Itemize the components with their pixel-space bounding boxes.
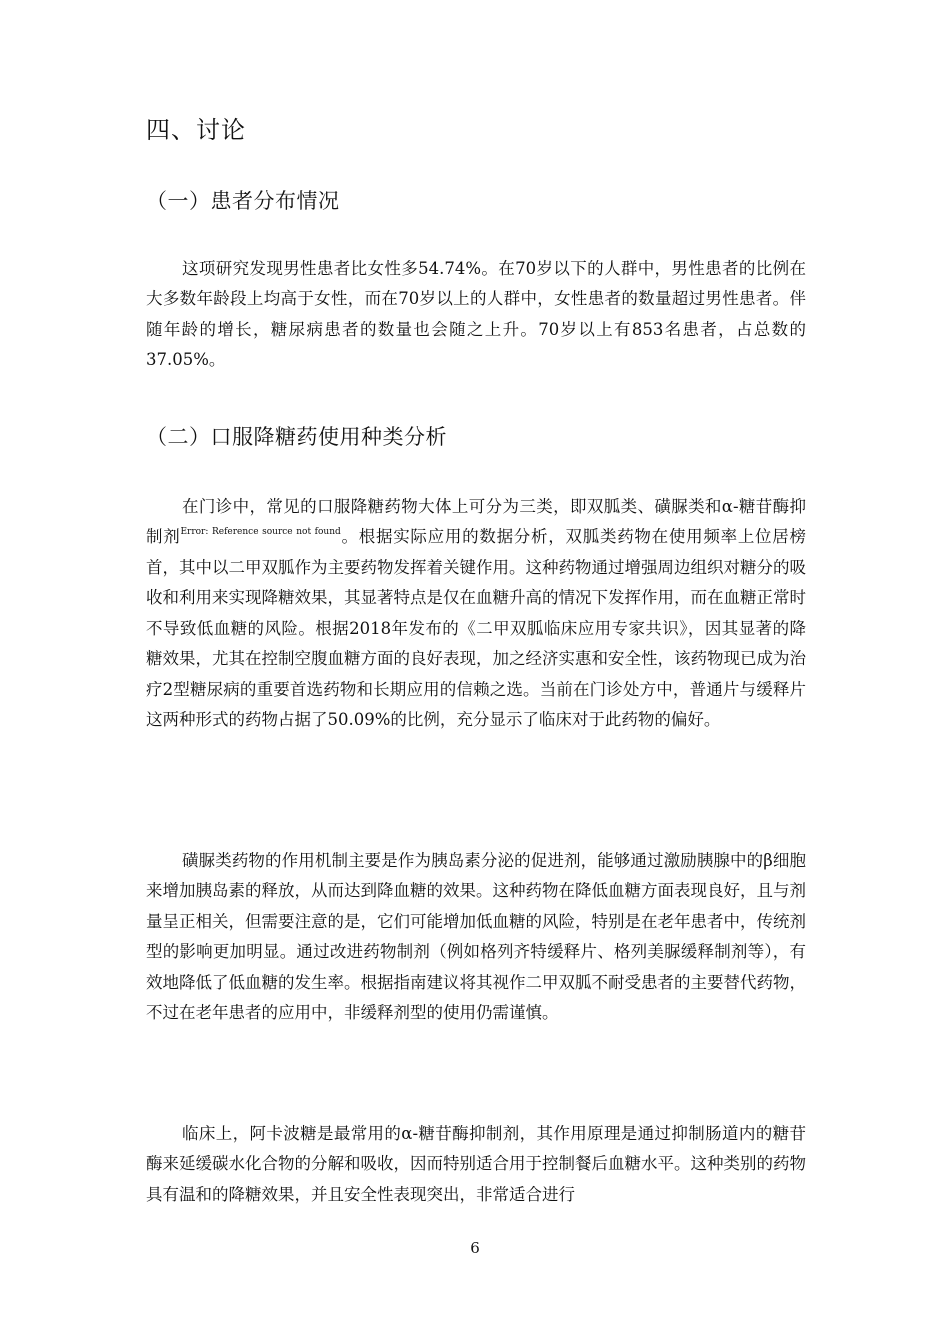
reference-error-superscript: Error: Reference source not found bbox=[180, 527, 341, 537]
page-number: 6 bbox=[470, 1239, 480, 1257]
paragraph-text-after-reference: 。根据实际应用的数据分析，双胍类药物在使用频率上位居榜首，其中以二甲双胍作为主要药物发挥着关键作用。这种药物通过增强周边组织对糖分的吸收和利用来实现降糖效果，其显著特点是仅在血糖升高的情况下发挥作用，而在血糖正常时不导致低血糖的风险。根据2018年发布的《二甲双胍临床应用专家共识》，因其显著的降糖效果，尤其在控制空腹血糖方面的良好表现，加之经济实惠和安全性，该药物现已成为治疗2型糖尿病的重要首选药物和长期应用的信赖之选。当前在门诊处方中，普通片与缓释片这两种形式的药物占据了50.09%的比例，充分显示了临床对于此药物的偏好。 bbox=[146, 527, 807, 729]
paragraph-acarbose: 临床上，阿卡波糖是最常用的α-糖苷酶抑制剂，其作用原理是通过抑制肠道内的糖苷酶来延缓碳水化合物的分解和吸收，因而特别适合用于控制餐后血糖水平。这种类别的药物具有温和的降糖效果，并且安全性表现突出，非常适合进行 bbox=[146, 1123, 806, 1204]
paragraph-patient-distribution: 这项研究发现男性患者比女性多54.74%。在70岁以下的人群中，男性患者的比例在大多数年龄段上均高于女性，而在70岁以上的人群中，女性患者的数量超过男性患者。伴随年龄的增长，糖尿病患者的数量也会随之上升。70岁以上有853名患者，占总数的37.05%。 bbox=[146, 258, 806, 369]
paragraph-drug-types bbox=[146, 492, 806, 736]
paragraph-text-before-reference: 在门诊中，常见的口服降糖药物大体上可分为三类，即双胍类、磺脲类和α-糖苷酶抑制剂 bbox=[146, 496, 806, 546]
subsection-heading-drug-types: （二）口服降糖药使用种类分析 bbox=[146, 425, 447, 449]
section-heading: 四、讨论 bbox=[146, 116, 246, 144]
subsection-heading-patient-distribution: （一）患者分布情况 bbox=[146, 189, 340, 213]
paragraph-sulfonylureas: 磺脲类药物的作用机制主要是作为胰岛素分泌的促进剂，能够通过激励胰腺中的β细胞来增加胰岛素的释放，从而达到降血糖的效果。这种药物在降低血糖方面表现良好，且与剂量呈正相关，但需要注意的是，它们可能增加低血糖的风险，特别是在老年患者中，传统剂型的影响更加明显。通过改进药物制剂（例如格列齐特缓释片、格列美脲缓释制剂等），有效地降低了低血糖的发生率。根据指南建议将其视作二甲双胍不耐受患者的主要替代药物，不过在老年患者的应用中，非缓释剂型的使用仍需谨慎。 bbox=[146, 850, 806, 1022]
